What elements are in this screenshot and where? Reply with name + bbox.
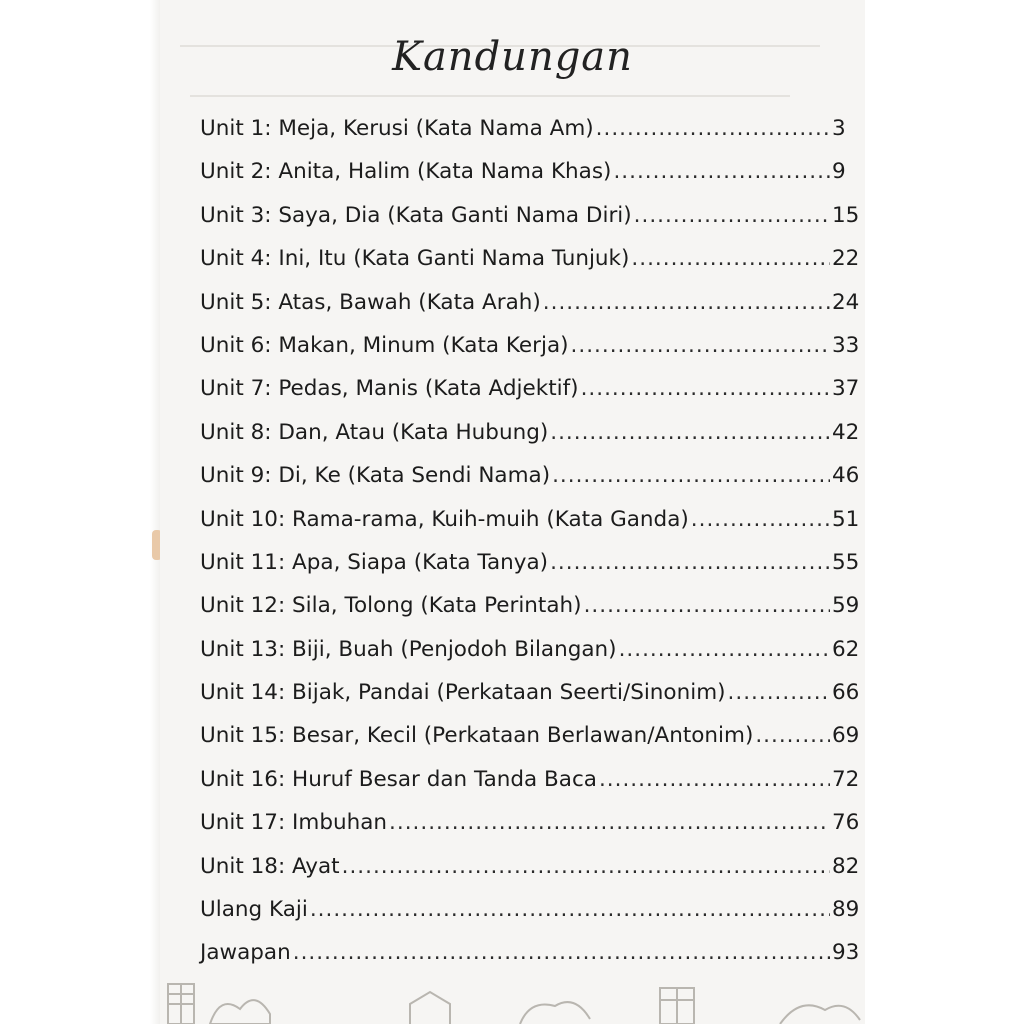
book-page [160,0,865,1024]
toc-entry-label: Unit 10: Rama-rama, Kuih-muih (Kata Ganda) [200,506,689,532]
toc-entry[interactable] [200,897,860,940]
toc-entry[interactable] [200,246,860,289]
toc-entry-page: 82 [832,853,860,879]
toc-entry-page: 69 [832,723,860,749]
toc-entry[interactable] [200,637,860,680]
toc-entry-page: 59 [832,593,860,619]
toc-entry-page: 42 [832,419,860,445]
toc-entry-label: Jawapan [200,940,291,966]
toc-entry-page: 89 [832,897,860,923]
table-of-contents [200,116,860,984]
toc-leader-dots [634,203,830,228]
toc-leader-dots [584,593,830,618]
toc-leader-dots [293,940,830,965]
toc-entry-label: Unit 18: Ayat [200,853,340,879]
toc-entry[interactable] [200,593,860,636]
toc-entry-label: Unit 13: Biji, Buah (Penjodoh Bilangan) [200,636,617,662]
toc-entry-label: Unit 11: Apa, Siapa (Kata Tanya) [200,549,549,575]
toc-entry[interactable] [200,854,860,897]
toc-leader-dots [552,463,830,488]
toc-entry[interactable] [200,550,860,593]
toc-entry-label: Unit 5: Atas, Bawah (Kata Arah) [200,289,541,315]
toc-entry[interactable] [200,680,860,723]
toc-entry[interactable] [200,159,860,202]
toc-leader-dots [550,550,830,575]
toc-leader-dots [599,767,830,792]
toc-entry[interactable] [200,767,860,810]
toc-entry-page: 76 [832,810,860,836]
toc-entry-label: Ulang Kaji [200,897,308,923]
toc-entry-label: Unit 7: Pedas, Manis (Kata Adjektif) [200,376,579,402]
toc-entry-page: 9 [832,159,846,185]
toc-entry-label: Unit 2: Anita, Halim (Kata Nama Khas) [200,159,612,185]
toc-leader-dots [728,680,830,705]
toc-entry[interactable] [200,203,860,246]
toc-entry[interactable] [200,723,860,766]
toc-entry-page: 24 [832,289,860,315]
toc-entry[interactable] [200,290,860,333]
toc-leader-dots [631,246,830,271]
toc-entry[interactable] [200,116,860,159]
toc-entry-page: 55 [832,549,860,575]
toc-entry-label: Unit 14: Bijak, Pandai (Perkataan Seerti/Sinonim) [200,680,726,706]
toc-entry-page: 51 [832,506,860,532]
toc-entry-label: Unit 1: Meja, Kerusi (Kata Nama Am) [200,116,594,141]
footer-illustration [160,974,865,1024]
toc-entry-page: 66 [832,680,860,706]
toc-entry-label: Unit 15: Besar, Kecil (Perkataan Berlawan/Antonim) [200,723,754,749]
toc-entry-label: Unit 8: Dan, Atau (Kata Hubung) [200,419,549,445]
toc-leader-dots [596,116,830,141]
toc-entry-label: Unit 16: Huruf Besar dan Tanda Baca [200,766,597,792]
toc-entry-page: 93 [832,940,860,966]
bush-icon [520,1002,590,1024]
toc-entry[interactable] [200,507,860,550]
toc-entry-label: Unit 6: Makan, Minum (Kata Kerja) [200,332,569,358]
toc-entry[interactable] [200,810,860,853]
toc-entry-label: Unit 9: Di, Ke (Kata Sendi Nama) [200,463,551,489]
house-icon [410,992,450,1024]
toc-entry-page: 62 [832,636,860,662]
toc-leader-dots [571,333,830,358]
toc-leader-dots [550,420,830,445]
toc-entry-page: 22 [832,246,860,272]
toc-leader-dots [310,897,830,922]
toc-leader-dots [613,159,830,184]
toc-entry[interactable] [200,420,860,463]
toc-entry-page: 33 [832,332,860,358]
toc-entry-page: 15 [832,202,860,228]
toc-entry-page: 46 [832,463,860,489]
toc-entry-label: Unit 3: Saya, Dia (Kata Ganti Nama Diri) [200,202,632,228]
toc-leader-dots [342,854,830,879]
toc-entry-page: 72 [832,766,860,792]
toc-entry[interactable] [200,463,860,506]
toc-leader-dots [543,290,830,315]
toc-leader-dots [581,376,830,401]
toc-entry[interactable] [200,333,860,376]
toc-entry-label: Unit 12: Sila, Tolong (Kata Perintah) [200,593,582,619]
tree-icon [210,1000,270,1024]
toc-entry-label: Unit 4: Ini, Itu (Kata Ganti Nama Tunjuk) [200,246,630,272]
toc-entry-page: 37 [832,376,860,402]
toc-entry[interactable] [200,376,860,419]
toc-entry-page: 3 [832,116,846,141]
tree-icon [780,1005,860,1024]
toc-leader-dots [389,810,830,835]
toc-leader-dots [755,723,830,748]
toc-entry-label: Unit 17: Imbuhan [200,810,388,836]
page-title: Kandungan [392,34,633,80]
bleed-through-line [190,95,790,97]
toc-leader-dots [691,507,830,532]
toc-leader-dots [619,637,830,662]
